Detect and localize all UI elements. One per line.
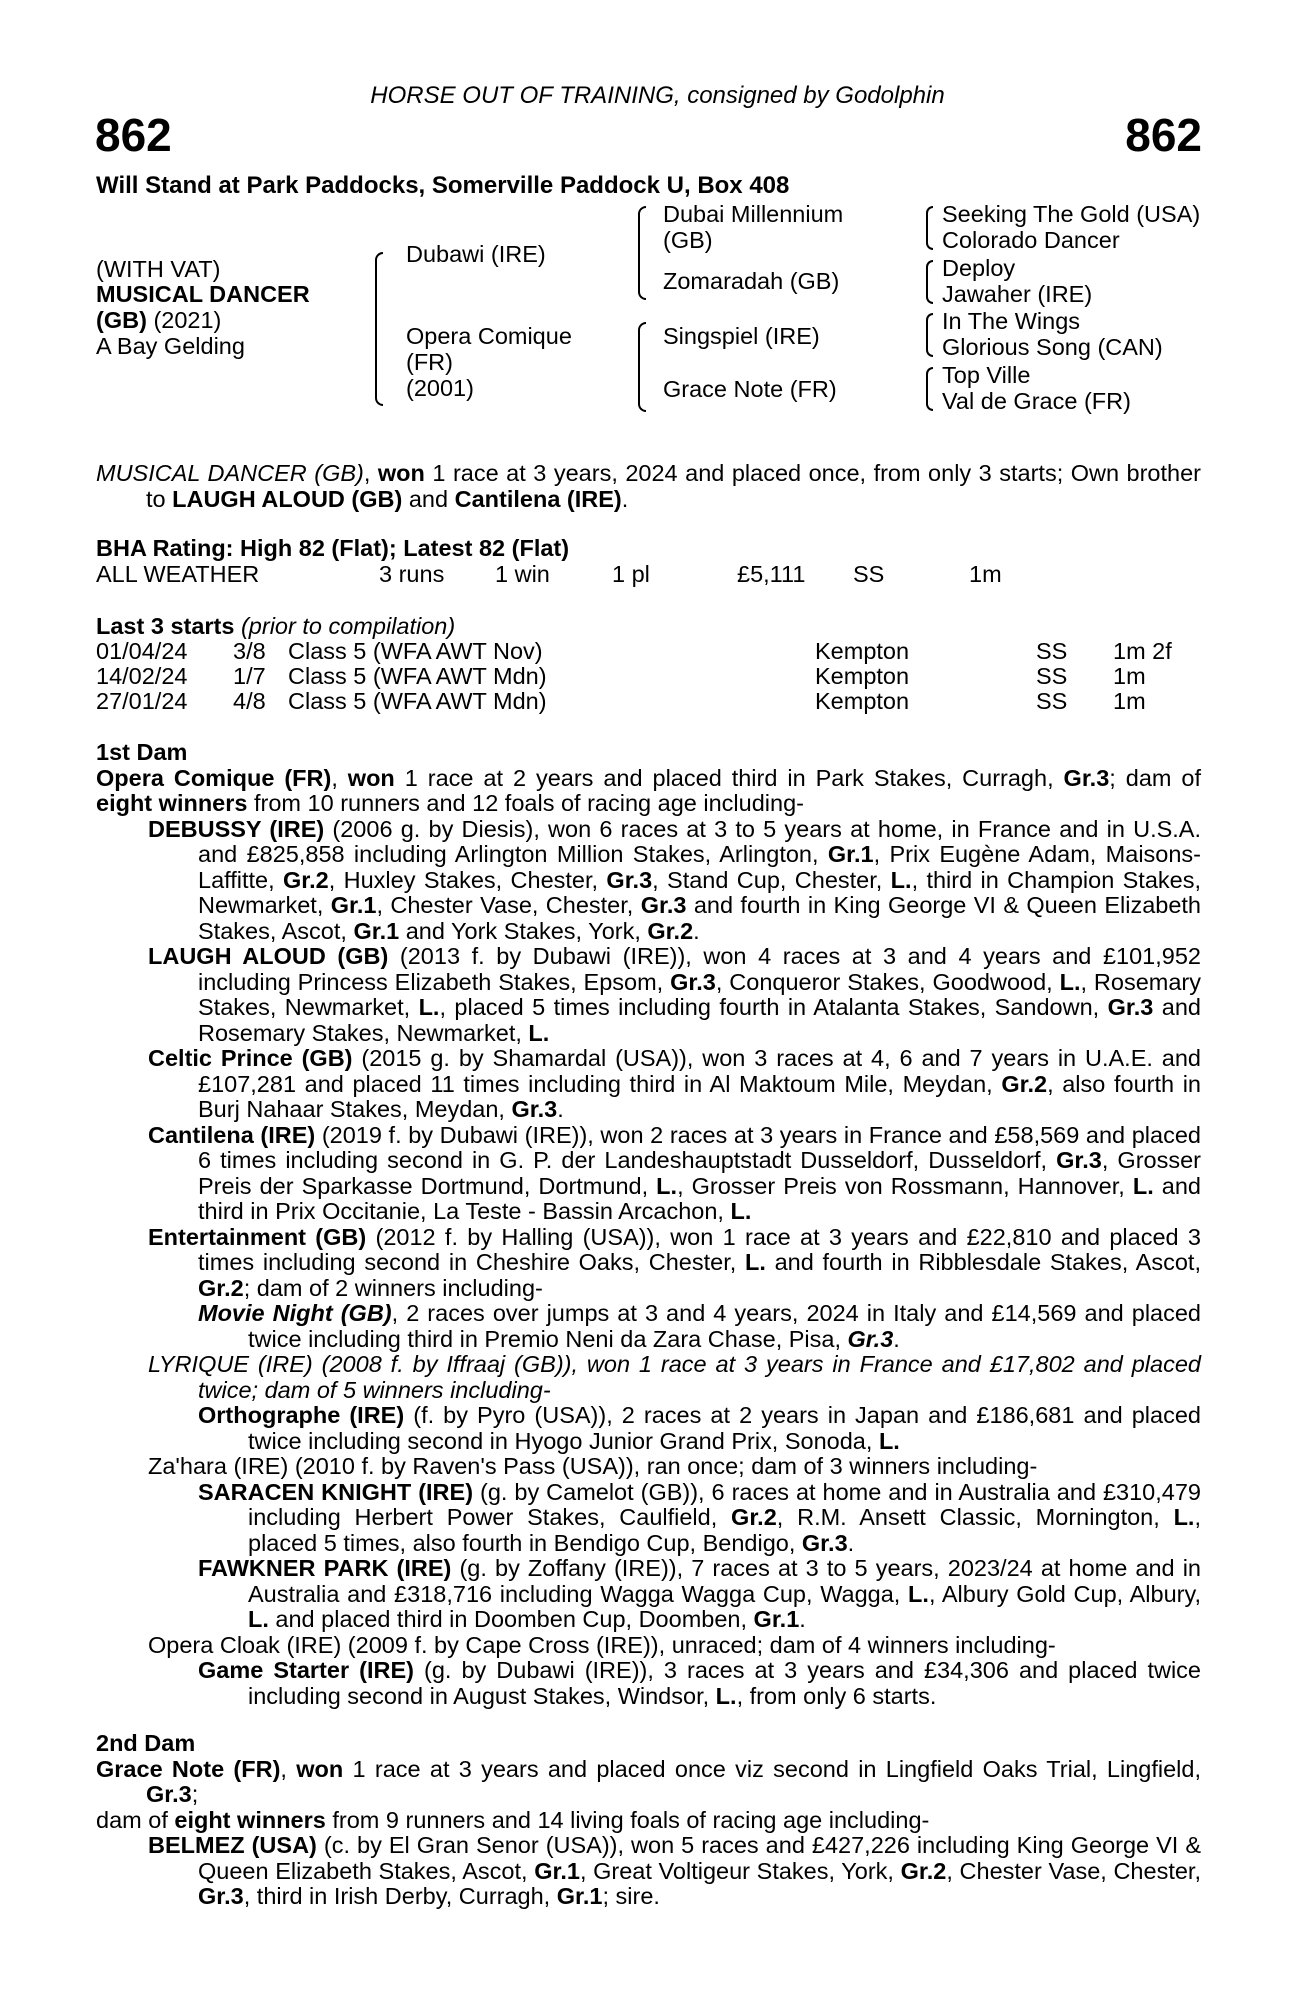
start-distance: 1m 2f bbox=[1113, 638, 1172, 664]
pedigree-gg-8: Val de Grace (FR) bbox=[942, 388, 1131, 414]
summary-horse-name: MUSICAL DANCER (GB) bbox=[96, 460, 364, 486]
start-row bbox=[0, 689, 1315, 715]
start-race: Class 5 (WFA AWT Mdn) bbox=[288, 663, 547, 689]
pedigree-gg-1: Seeking The Gold (USA) bbox=[942, 201, 1201, 227]
start-race: Class 5 (WFA AWT Nov) bbox=[288, 638, 543, 664]
pedigree-gg-7: Top Ville bbox=[942, 362, 1031, 388]
rating-runs: 3 runs bbox=[379, 561, 445, 587]
start-going: SS bbox=[1036, 688, 1068, 714]
produce-movie-night: Movie Night (GB), 2 races over jumps at 3 and 4 years, 2024 in Italy and £14,569 and placed twice including third in Premio Neni da Zara Chase, Pisa, Gr.3. bbox=[198, 1300, 1201, 1352]
start-row bbox=[0, 664, 1315, 690]
last-starts-title: Last 3 starts bbox=[96, 613, 235, 639]
vat-note: (WITH VAT) bbox=[96, 256, 221, 282]
pedigree-gg-6: Glorious Song (CAN) bbox=[942, 334, 1163, 360]
start-row bbox=[0, 639, 1315, 665]
pedigree-brace-dam bbox=[638, 322, 646, 412]
start-distance: 1m bbox=[1113, 663, 1146, 689]
second-dam-produce-summary: dam of eight winners from 9 runners and 14 living foals of racing age including- bbox=[96, 1806, 930, 1833]
pedigree-gg-4: Jawaher (IRE) bbox=[942, 281, 1093, 307]
produce-debussy: DEBUSSY (IRE) (2006 g. by Diesis), won 6 races at 3 to 5 years at home, in France and in U.S.A. and £825,858 including Arlington Million Stakes, Arlington, Gr.1, Prix Eugène Adam, Maisons-Laffitte, Gr.2, Huxley Stakes, Chester, Gr.3, Stand Cup, Chester, L., third in Champion Stakes, Newmarket, Gr.1, Chester Vase, Chester, Gr.3 and fourth in King George VI & Queen Elizabeth Stakes, Ascot, Gr.1 and York Stakes, York, Gr.2. bbox=[148, 815, 1202, 944]
start-date: 14/02/24 bbox=[96, 663, 188, 689]
pedigree-dam-sire: Singspiel (IRE) bbox=[663, 323, 820, 349]
first-dam-record: Opera Comique (FR), won 1 race at 2 years and placed third in Park Stakes, Curragh, Gr.3; dam of eight winners from 10 runners and 12 foals of racing age including- bbox=[96, 764, 1202, 816]
summary-won: won bbox=[377, 460, 425, 486]
second-dam-record: Grace Note (FR), won 1 race at 3 years and placed once viz second in Lingfield Oaks Trial, Lingfield, Gr.3; bbox=[96, 1755, 1202, 1807]
summary-end: . bbox=[621, 485, 629, 512]
start-going: SS bbox=[1036, 638, 1068, 664]
pedigree-sire-sire: Dubai Millennium bbox=[663, 201, 844, 227]
pedigree-dam-origin: (FR) bbox=[406, 349, 453, 375]
pedigree-dam-year: (2001) bbox=[406, 375, 474, 401]
stand-location: Will Stand at Park Paddocks, Somerville Paddock U, Box 408 bbox=[96, 172, 790, 199]
rating-heading: BHA Rating: High 82 (Flat); Latest 82 (Flat) bbox=[96, 535, 570, 561]
pedigree-gg-3: Deploy bbox=[942, 255, 1016, 281]
start-course: Kempton bbox=[815, 638, 910, 664]
produce-entertainment: Entertainment (GB) (2012 f. by Halling (USA)), won 1 race at 3 years and £22,810 and placed 3 times including second in Cheshire Oaks, Chester, L. and fourth in Ribblesdale Stakes, Ascot, Gr.2; dam of 2 winners including- bbox=[148, 1223, 1201, 1301]
lot-number-right: 862 bbox=[1125, 109, 1202, 161]
produce-opera-cloak: Opera Cloak (IRE) (2009 f. by Cape Cross (IRE)), unraced; dam of 4 winners including- bbox=[148, 1631, 1056, 1658]
first-dam-section bbox=[96, 740, 1201, 1709]
horse-description: A Bay Gelding bbox=[96, 333, 245, 359]
lot-number-left: 862 bbox=[95, 109, 172, 161]
pedigree-gg-2: Colorado Dancer bbox=[942, 227, 1120, 253]
rating-row bbox=[0, 562, 1315, 588]
start-race: Class 5 (WFA AWT Mdn) bbox=[288, 688, 547, 714]
produce-celtic-prince: Celtic Prince (GB) (2015 g. by Shamardal (USA)), won 3 races at 4, 6 and 7 years in U.A.E. and £107,281 and placed 11 times including third in Al Maktoum Mile, Meydan, Gr.2, also fourth in Burj Nahaar Stakes, Meydan, Gr.3. bbox=[148, 1045, 1202, 1122]
produce-zahara: Za'hara (IRE) (2010 f. by Raven's Pass (USA)), ran once; dam of 3 winners including- bbox=[148, 1453, 1038, 1479]
produce-lyrique: LYRIQUE (IRE) (2008 f. by Iffraaj (GB)), won 1 race at 3 years in France and £17,802 and placed twice; dam of 5 winners including- bbox=[148, 1351, 1201, 1403]
horse-name: MUSICAL DANCER bbox=[96, 281, 310, 307]
pedigree-sire: Dubawi (IRE) bbox=[406, 241, 546, 267]
rating-surface: ALL WEATHER bbox=[96, 561, 260, 587]
pedigree-dam-dam: Grace Note (FR) bbox=[663, 376, 837, 402]
rating-placed: 1 pl bbox=[612, 561, 650, 587]
start-position: 1/7 bbox=[233, 663, 266, 689]
horse-year: (2021) bbox=[153, 307, 222, 333]
pedigree-dam-name: Opera Comique bbox=[406, 323, 572, 349]
start-course: Kempton bbox=[815, 663, 910, 689]
pedigree-gg-5: In The Wings bbox=[942, 308, 1081, 334]
summary-text: 1 race at 3 years, 2024 and placed once, from only 3 starts; Own brother to bbox=[146, 460, 1201, 512]
produce-laugh-aloud: LAUGH ALOUD (GB) (2013 f. by Dubawi (IRE)), won 4 races at 3 and 4 years and £101,952 including Princess Elizabeth Stakes, Epsom, Gr.3, Conqueror Stakes, Goodwood, L., Rosemary Stakes, Newmarket, L., placed 5 times including fourth in Atalanta Stakes, Sandown, Gr.3 and Rosemary Stakes, Newmarket, L. bbox=[148, 943, 1201, 1046]
rating-wins: 1 win bbox=[495, 561, 550, 587]
summary-sibling-2: Cantilena (IRE) bbox=[454, 485, 622, 512]
start-course: Kempton bbox=[815, 688, 910, 714]
second-dam-section bbox=[96, 1731, 1201, 1910]
first-dam-heading: 1st Dam bbox=[96, 739, 188, 765]
pedigree-brace-g3 bbox=[926, 313, 933, 357]
produce-fawkner-park: FAWKNER PARK (IRE) (g. by Zoffany (IRE)), 7 races at 3 to 5 years, 2023/24 at home and in Australia and £318,716 including Wagga Wagga Cup, Wagga, L., Albury Gold Cup, Albury, L. and placed third in Doomben Cup, Doomben, Gr.1. bbox=[198, 1555, 1202, 1632]
horse-origin: (GB) bbox=[96, 307, 147, 333]
last-starts-heading bbox=[96, 614, 455, 640]
horse-origin-year bbox=[96, 308, 221, 334]
start-date: 01/04/24 bbox=[96, 638, 188, 664]
start-going: SS bbox=[1036, 663, 1068, 689]
produce-saracen-knight: SARACEN KNIGHT (IRE) (g. by Camelot (GB)), 6 races at home and in Australia and £310,479 including Herbert Power Stakes, Caulfield, Gr.2, R.M. Ansett Classic, Mornington, L., placed 5 times, also fourth in Bendigo Cup, Bendigo, Gr.3. bbox=[198, 1478, 1201, 1556]
summary-and: and bbox=[402, 485, 455, 512]
produce-orthographe: Orthographe (IRE) (f. by Pyro (USA)), 2 races at 2 years in Japan and £186,681 and placed twice including second in Hyogo Junior Grand Prix, Sonoda, L. bbox=[198, 1402, 1201, 1454]
pedigree-brace-g2 bbox=[926, 260, 933, 304]
pedigree-sire-dam: Zomaradah (GB) bbox=[663, 268, 840, 294]
pedigree-brace-sire bbox=[638, 206, 646, 300]
start-date: 27/01/24 bbox=[96, 688, 188, 714]
start-distance: 1m bbox=[1113, 688, 1146, 714]
last-starts-note: (prior to compilation) bbox=[240, 613, 456, 639]
pedigree-brace-g4 bbox=[926, 367, 933, 411]
produce-belmez: BELMEZ (USA) (c. by El Gran Senor (USA)), won 5 races and £427,226 including King George VI & Queen Elizabeth Stakes, Ascot, Gr.1, Great Voltigeur Stakes, York, Gr.2, Chester Vase, Chester, Gr.3, third in Irish Derby, Curragh, Gr.1; sire. bbox=[148, 1832, 1201, 1909]
summary-sibling-1: LAUGH ALOUD (GB) bbox=[172, 485, 403, 512]
rating-earnings: £5,111 bbox=[737, 561, 806, 587]
page-title: HORSE OUT OF TRAINING, consigned by Godolphin bbox=[370, 82, 945, 109]
pedigree-sire-sire-origin: (GB) bbox=[663, 227, 713, 253]
race-summary: MUSICAL DANCER (GB), won 1 race at 3 years, 2024 and placed once, from only 3 starts; Own brother to LAUGH ALOUD (GB) and Cantilena (IRE). bbox=[96, 460, 1201, 512]
pedigree-brace-main bbox=[375, 252, 383, 406]
rating-going: SS bbox=[853, 561, 885, 587]
produce-game-starter: Game Starter (IRE) (g. by Dubawi (IRE)), 3 races at 3 years and £34,306 and placed twice including second in August Stakes, Windsor, L., from only 6 starts. bbox=[198, 1657, 1202, 1709]
start-position: 3/8 bbox=[233, 638, 266, 664]
rating-distance: 1m bbox=[969, 561, 1002, 587]
start-position: 4/8 bbox=[233, 688, 266, 714]
pedigree-brace-g1 bbox=[926, 206, 933, 250]
produce-cantilena: Cantilena (IRE) (2019 f. by Dubawi (IRE)), won 2 races at 3 years in France and £58,569 and placed 6 times including second in G. P. der Landeshauptstadt Dusseldorf, Dusseldorf, Gr.3, Grosser Preis der Sparkasse Dortmund, Dortmund, L., Grosser Preis von Rossmann, Hannover, L. and third in Prix Occitanie, La Teste - Bassin Arcachon, L. bbox=[148, 1121, 1201, 1224]
second-dam-heading: 2nd Dam bbox=[96, 1730, 196, 1756]
